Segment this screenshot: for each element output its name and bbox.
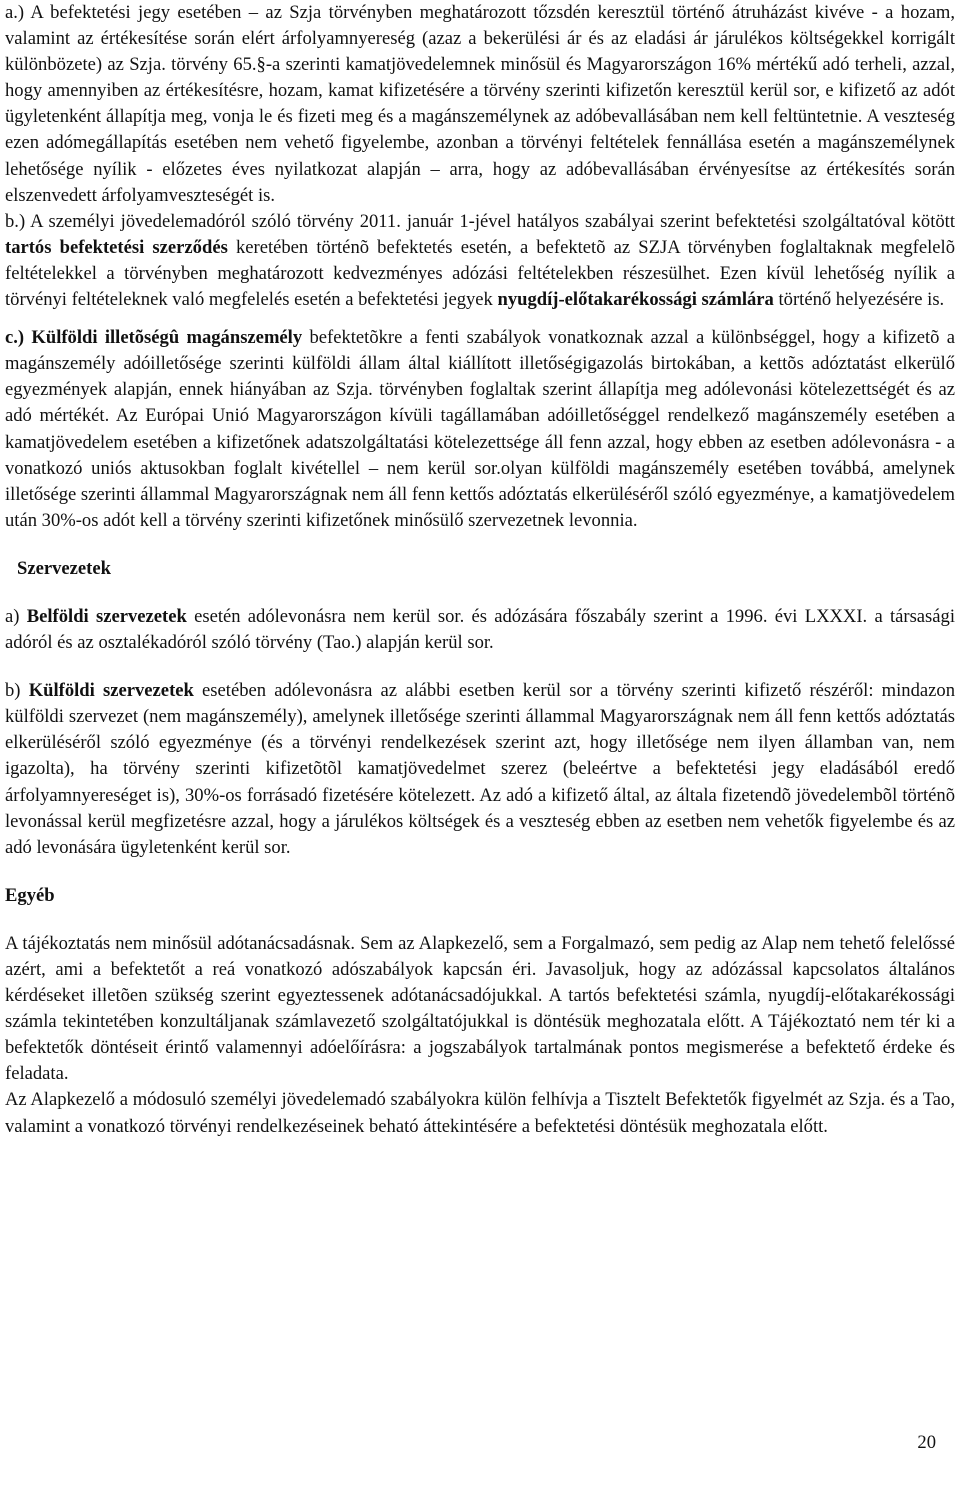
paragraph-c-bold-1: c.) Külföldi illetõségû magánszemély [5, 327, 303, 349]
paragraph-org-a [5, 604, 955, 656]
spacer [5, 861, 955, 883]
paragraph-other-2: Az Alapkezelő a módosuló személyi jövedelemadó szabályokra külön felhívja a Tisztelt Befektetők figyelmét az Szja. és a Tao, valamint a vonatkozó törvényi rendelkezéseinek beható áttekintésére a befektetési döntésük meghozatala előtt. [5, 1089, 955, 1137]
paragraph-org-b [5, 678, 955, 861]
spacer [5, 313, 955, 325]
paragraph-other-1: A tájékoztatás nem minősül adótanácsadásnak. Sem az Alapkezelő, sem a Forgalmazó, sem pedig az Alap nem tehető felelőssé azért, ami a befektetőt a reá vonatkozó adószabályok kapcsán éri. Javasoljuk, hogy az adózással kapcsolatos általános kérdéseket illetõen szükség szerint egyeztessenek adótanácsadójukkal. A tartós befektetési számla, nyugdíj-előtakarékossági számla tekintetében konzultáljanak számlavezető szolgáltatójukkal is döntésük meghozatala előtt. A Tájékoztató nem tér ki a befektetők döntéseit érintő valamennyi adóelőírásra: a jogszabályok tartalmának pontos megismerése a befektető érdeke és feladata. [5, 932, 955, 1085]
paragraph-b-text-1: b.) A személyi jövedelemadóról szóló törvény 2011. január 1-jével hatályos szabályai szerint befektetési szolgáltatóval kötött [5, 210, 955, 232]
paragraph-org-b-text-2: esetében adólevonásra az alábbi esetben kerül sor a törvény szerinti kifizető részéről: mindazon külföldi szervezet (nem magánszemély), amelynek illetősége szerinti állammal Magyarországnak nem áll fenn kettős adóztatás elkerüléséről szóló egyezménye (és a törvényi rendelkezések szerint azt, hogy illetősége nem ilyen államban van, nem igazolta), ha törvény szerinti kifizetõtõl kamatjövedelmet szerez (beleértve a befektetési jegy eladásából eredő árfolyamnyereséget is), 30%-os forrásadó fizetésére kötelezett. Az adó a kifizető által, az általa fizetendõ jövedelembõl történõ levonással kerül megfizetésre azzal, hogy a járulékos költségek és a veszteség ebben az esetben nem vehetők figyelembe és az adó levonására ügyletenként kerül sor. [5, 680, 955, 858]
spacer [5, 582, 955, 604]
paragraph-b-bold-2: nyugdíj-előtakarékossági számlára [497, 289, 774, 311]
paragraph-org-a-text-2: esetén adólevonásra nem kerül sor. és adózására főszabály szerint a 1996. évi LXXXI. a társasági adóról és az osztalékadóról szóló törvény (Tao.) alapján kerül sor. [5, 605, 956, 654]
paragraph-b-text-3: történő helyezésére is. [773, 289, 945, 311]
document-page [5, 0, 955, 1140]
paragraph-org-b-bold-1: Külföldi szervezetek [28, 680, 194, 702]
paragraph-c [5, 325, 955, 534]
spacer [5, 656, 955, 678]
spacer [5, 534, 955, 556]
paragraph-org-b-text-1: b) [5, 680, 29, 702]
heading-organizations: Szervezetek [17, 557, 111, 579]
paragraph-org-a-text-1: a) [5, 605, 27, 627]
paragraph-c-text-1: befektetõkre a fenti szabályok vonatkoznak azzal a különbséggel, hogy a kifizetõ a magánszemély adóilletősége szerinti külföldi állam által kiállított illetőségigazolás birtokában, a kettõs adóztatást elkerülő egyezmények alapján, ennek hiányában az Szja. törvényben foglaltak szerint állapítja meg adólevonási kötelezettségét és az adó mértékét. Az Európai Unió Magyarországon kívüli tagállamában adóilletőséggel rendelkező magánszemély esetében a kamatjövedelem esetében a kifizetőnek adatszolgáltatási kötelezettsége áll fenn azzal, hogy ebben az esetben adólevonásra - a vonatkozó uniós aktusokban foglalt kivétellel – nem kerül sor.olyan külföldi magánszemély esetében továbbá, amelynek illetősége szerinti állammal Magyarországnak nem áll fenn kettős adóztatás elkerüléséről szóló egyezménye, a kamatjövedelem után 30%-os adót kell a törvény szerinti kifizetőnek minősülő szervezetnek levonnia. [5, 327, 956, 531]
paragraph-b-bold-1: tartós befektetési szerződés [5, 236, 228, 258]
paragraph-org-a-bold-1: Belföldi szervezetek [26, 605, 187, 627]
spacer [5, 909, 955, 931]
page-number: 20 [917, 1432, 936, 1453]
paragraph-a-text: a.) A befektetési jegy esetében – az Szja törvényben meghatározott tőzsdén keresztül történő átruházást kivéve - a hozam, valamint az értékesítése során elért árfolyamnyereség (azaz a bekerülési ár és az eladási ár járulékos költségekkel korrigált különbözete) az Szja. törvény 65.§-a szerinti kamatjövedelemnek minősül és Magyarországon 16% mértékű adó terheli, azzal, hogy amennyiben az értékesítésre, hozam, kamat kifizetésére a törvény szerinti kifizetőn keresztül kerül sor, e kifizető az adót ügyletenként állapítja meg, vonja le és fizeti meg és a magánszemélynek az adóbevallásában nem kell feltüntetnie. A veszteség ezen adómegállapítás esetében nem vehető figyelembe, azonban a törvényi feltételek fennállása esetén a magánszemélynek lehetősége nyílik - előzetes éves nyilatkozat alapján – arra, hogy az adóbevallásában érvényesítse az értékesítés során elszenvedett árfolyamveszteségét is. [5, 2, 955, 206]
paragraph-b-text-2: keretében történõ befektetés esetén, a befektetõ az SZJA törvényben foglaltaknak megfelelõ feltételekkel a törvényben meghatározott kedvezményes adózási feltételekben részesülhet. Ezen kívül lehetőség nyílik a törvényi feltételeknek való megfelelés esetén a befektetési jegyek [5, 236, 955, 311]
paragraph-b [5, 209, 955, 313]
heading-other: Egyéb [5, 884, 55, 906]
paragraph-a [5, 0, 955, 209]
